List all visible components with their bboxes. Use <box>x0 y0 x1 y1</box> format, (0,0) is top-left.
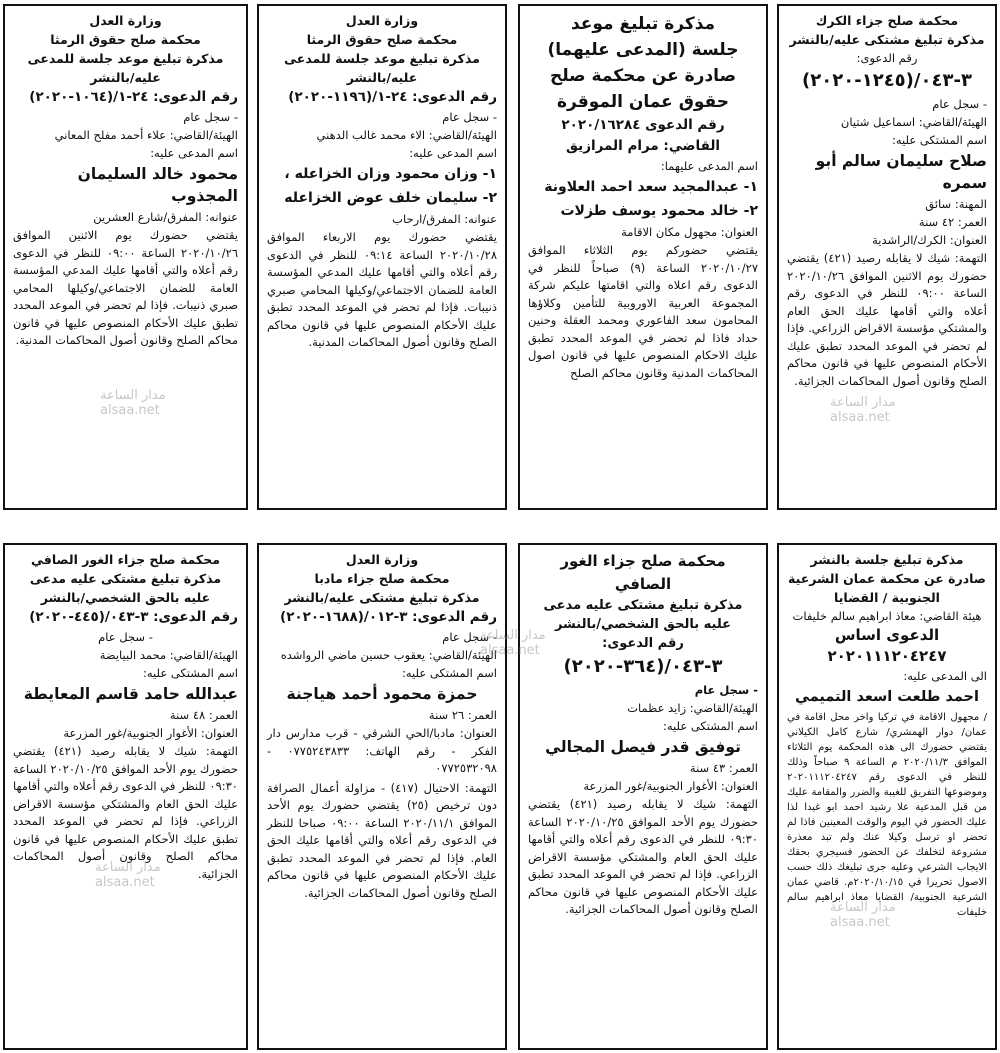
case-number: ٣-٠٤٣/(٣٦٤-٢٠٢٠) <box>563 656 723 677</box>
occupation: المهنة: سائق <box>925 197 987 211</box>
address: عنوانه: المفرق/شارع العشرين <box>93 210 238 224</box>
age: العمر: ٢٦ سنة <box>428 708 497 722</box>
notice-header: مذكرة تبليغ جلسة بالنشر <box>810 552 964 567</box>
defendant-name: ١- عبدالمجيد سعد احمد العلاونة <box>544 179 758 195</box>
case-label: رقم الدعوى: <box>856 51 918 65</box>
notice-title-line: مذكرة تبليغ موعد <box>570 14 716 34</box>
watermark-text: مدار الساعة <box>95 860 161 875</box>
defendant-label: اسم المدعى عليهما: <box>660 159 758 173</box>
notice-sharia-court <box>777 543 997 1050</box>
case-label: رقم الدعوى: <box>602 636 684 651</box>
judge: الهيئة/القاضي: الاء محمد غالب الدهني <box>316 128 497 142</box>
notice-header: وزارة العدل <box>345 552 419 567</box>
judge: الهيئة/القاضي: زايد عظمات <box>627 701 758 715</box>
notice-ghor-safi-445 <box>3 543 248 1050</box>
defendant-name: عبدالله حامد قاسم المعايطة <box>23 685 238 703</box>
case-number: رقم الدعوى: ٣-٠١٢/(١٦٨٨-٢٠٢٠) <box>280 609 497 625</box>
notice-body: يقتضي حضورك يوم الاربعاء الموافق ٢٠٢٠/١٠/٢٨ الساعة ٠٩:١٤ للنظر في الدعوى رقم أعلاه والتي أقامها عليك المدعي المؤسسة العامة للضمان الاجتماعي/وكيلها المحامي صبري ذنيبات. فإذا لم تحضر في الموعد المحدد تطبق عليك الأحكام المنصوص عليها في قانون محاكم الصلح وقانون أصول المحاكمات المدنية. <box>267 230 497 349</box>
defendant-label: اسم المدعى عليه: <box>409 146 497 160</box>
notice-header: محكمة صلح حقوق الرمثا <box>50 32 201 47</box>
notice-title: مذكرة تبليغ مشتكى عليه/بالنشر <box>284 590 480 605</box>
defendant-label: اسم المشتكى عليه: <box>892 133 987 147</box>
notice-title: مذكرة تبليغ مشتكى عليه مدعى <box>29 571 222 586</box>
notice-title: عليه بالحق الشخصي/بالنشر <box>554 617 732 632</box>
notice-title-line: صادرة عن محكمة صلح <box>549 66 736 86</box>
registry: - سجل عام <box>442 630 497 644</box>
notice-ramtha-1196 <box>257 4 507 510</box>
judge: الهيئة/القاضي: علاء أحمد مفلح المعاني <box>54 128 238 142</box>
notice-title: مذكرة تبليغ مشتكى عليه مدعى <box>543 598 743 613</box>
case-number: رقم الدعوى: ٢٤-١/(١٠٦٤-٢٠٢٠) <box>29 89 238 105</box>
registry: - سجل عام <box>442 110 497 124</box>
watermark-text: مدار الساعة <box>830 395 896 410</box>
notice-title-line: حقوق عمان الموقرة <box>556 92 730 112</box>
address: العنوان: مادبا/الحي الشرقي - قرب مدارس دار الفكر - رقم الهاتف: ٠٧٧٥٢٤٣٨٣٣ - ٠٧٧٢٥٣٢٠٩٨ <box>267 726 497 775</box>
notice-header: محكمة صلح جزاء مادبا <box>314 571 450 586</box>
registry: - سجل عام <box>694 683 758 697</box>
notice-header: الجنوبية / القضايا <box>834 590 940 605</box>
watermark-text: مدار الساعة <box>830 900 896 915</box>
defendant-label: اسم المدعى عليه: <box>150 146 238 160</box>
notice-madaba <box>257 543 507 1050</box>
age: العمر: ٤٢ سنة <box>918 215 987 229</box>
watermark-url: alsaa.net <box>95 875 155 890</box>
case-number: رقم الدعوى: ٣-٠٤٣/(٤٤٥-٢٠٢٠) <box>29 609 238 625</box>
defendant-label: الى المدعى عليه: <box>903 669 987 683</box>
notice-header: وزارة العدل <box>89 13 162 28</box>
address: العنوان: الكرك/الراشدية <box>872 233 987 247</box>
defendant-name: ٢- خالد محمود يوسف طزلات <box>560 203 758 219</box>
defendant-name: ١- وزان محمود وزان الخزاعله ، <box>284 166 497 182</box>
notice-header: وزارة العدل <box>345 13 419 28</box>
judge: هيئة القاضي: معاذ ابراهيم سالم خليفات <box>792 609 982 623</box>
notice-header: محكمة صلح جزاء الكرك <box>815 13 959 28</box>
age: العمر: ٤٣ سنة <box>689 761 758 775</box>
age: العمر: ٤٨ سنة <box>169 708 238 722</box>
notice-header: محكمة صلح جزاء الغور الصافي <box>31 552 220 567</box>
notice-title: مذكرة تبليغ مشتكى عليه/بالنشر <box>789 32 985 47</box>
notice-amman-civil <box>518 4 768 510</box>
registry: - سجل عام <box>98 630 153 644</box>
watermark-url: alsaa.net <box>480 643 540 658</box>
notice-ramtha-1064 <box>3 4 248 510</box>
case-number: ٢٠٢٠١١١٢٠٤٢٤٧ <box>827 647 947 665</box>
judge: الهيئة/القاضي: اسماعيل شتيان <box>840 115 987 129</box>
notice-body: التهمة: شيك لا يقابله رصيد (٤٢١) يقتضي حضورك يوم الاثنين الموافق ٢٠٢٠/١٠/٢٦ الساعة ٠٩:٠٠ للنظر في الدعوى رقم أعلاه والتي أقامها عليك الحق العام والمشتكي مؤسسة الاقراض الزراعي. فإذا لم تحضر في الموعد المحدد تطبق عليك الأحكام المنصوص عليها في قانون محاكم الصلح وقانون أصول المحاكمات الجزائية. <box>787 251 987 388</box>
address: العنوان: الأغوار الجنوبية/غور المزرعة <box>583 779 758 793</box>
notice-body: / مجهول الاقامة في تركيا واخر محل اقامة في عمان/ دوار الهمشري/ شارع كامل الكيلاني يقتضي حضورك الى هذه المحكمة يوم الثلاثاء الموافق ٢٠٢٠/١١/٣ م الساعة ٩ صباحاً وذلك للنظر في الدعوى رقم ٢٠٢٠١١١٢٠٤٢٤٧ وموضوعها التفريق للغيبة والضرر والمقامة عليك من قبل المدعية علا رشيد احمد ابو غيدا لذا عليك الحضور في اليوم والوقت المعينين فاذا لم تحضر او ترسل وكيلا عنك ولم تبد معذرة مشروعة لتخلفك عن الحضور فسيجري بحقك الايجاب الشرعي وعليه جرى تبليغك ذلك حسب الاصول تحريرا في ٢٠٢٠/١٠/١٥م. قاضي عمان الشرعية الجنوبية/ القضايا معاذ ابراهيم سالم خليفات <box>787 712 987 918</box>
address: العنوان: مجهول مكان الاقامة <box>621 225 758 239</box>
defendant-label: اسم المشتكى عليه: <box>663 719 758 733</box>
notice-header: محكمة صلح حقوق الرمثا <box>306 32 458 47</box>
judge: الهيئة/القاضي: يعقوب حسين ماضي الرواشده <box>280 648 497 662</box>
registry: - سجل عام <box>932 97 987 111</box>
notice-body: يقتضي حضورك يوم الاثنين الموافق ٢٠٢٠/١٠/٢٦ الساعة ٠٩:٠٠ للنظر في الدعوى رقم أعلاه والتي أقامها عليك المدعي المؤسسة العامة للضمان الاجتماعي/وكيلها المحامي صبري ذنيبات. فإذا لم تحضر في الموعد المحدد تطبق عليك الأحكام المنصوص عليها في قانون محاكم الصلح وقانون أصول المحاكمات المدنية. <box>13 228 238 347</box>
notice-body: التهمة: الاحتيال (٤١٧) - مزاولة أعمال الصرافة دون ترخيص (٢٥) يقتضي حضورك يوم الأحد الموافق ٢٠٢٠/١١/١ الساعة ٠٩:٠٠ صباحا للنظر في الدعوى رقم أعلاه والتي أقامها عليك الحق العام. فإذا لم تحضر في الموعد المحدد تطبق عليك الأحكام المنصوص عليها في قانون محاكم الصلح وقانون أصول المحاكمات الجزائية. <box>267 780 498 900</box>
notice-body: يقتضي حضوركم يوم الثلاثاء الموافق ٢٠٢٠/١٠/٢٧ الساعة (٩) صباحاً للنظر في الدعوى رقم اعلاه والتي اقامتها عليكم شركة المجموعة العربية الاوروبية للتأمين وكلاؤها المحامون سعد الفاعوري ومحمد العقلة وحنين حداد فاذا لم تحضر في الموعد المحدد تطبق عليك الاحكام المنصوص عليها في قانون اصول المحاكمات المدنية وقانون محاكم الصلح <box>528 243 758 380</box>
notice-karak <box>777 4 997 510</box>
notice-title: عليه/بالنشر <box>346 70 418 85</box>
case-number: رقم الدعوى: ٢٤-١/(١١٩٦-٢٠٢٠) <box>288 89 497 105</box>
notice-title: مذكرة تبليغ موعد جلسة للمدعى <box>27 51 224 66</box>
case-label: الدعوى اساس <box>834 626 940 644</box>
notice-title: عليه بالحق الشخصي/بالنشر <box>40 590 211 605</box>
defendant-label: اسم المشتكى عليه: <box>143 666 238 680</box>
notice-body: التهمة: شيك لا يقابله رصيد (٤٢١) يقتضي حضورك يوم الأحد الموافق ٢٠٢٠/١٠/٢٥ الساعة ٠٩:٣٠ للنظر في الدعوى رقم أعلاه والتي أقامها عليك الحق العام والمشتكي مؤسسة الاقراض الزراعي. فإذا لم تحضر في الموعد المحدد تطبق عليك الأحكام المنصوص عليها في قانون محاكم الصلح وقانون أصول المحاكمات الجزائية. <box>528 797 758 916</box>
defendant-label: اسم المشتكى عليه: <box>402 666 497 680</box>
notice-ghor-safi-364 <box>518 543 768 1050</box>
watermark-url: alsaa.net <box>830 410 890 425</box>
notice-title-line: جلسة (المدعى عليهما) <box>547 40 739 60</box>
address: عنوانه: المفرق/ارحاب <box>392 212 497 226</box>
watermark-text: مدار الساعة <box>100 388 166 403</box>
defendant-name: احمد طلعت اسعد التميمي <box>795 689 979 705</box>
notice-header: صادرة عن محكمة عمان الشرعية <box>788 571 986 586</box>
registry: - سجل عام <box>183 110 238 124</box>
defendant-name: توفيق قدر فيصل المجالي <box>545 738 741 756</box>
judge: القاضي: مرام المرازيق <box>565 138 721 154</box>
notice-body: التهمة: شيك لا يقابله رصيد (٤٢١) يقتضي حضورك يوم الأحد الموافق ٢٠٢٠/١٠/٢٥ الساعة ٠٩:٣٠ للنظر في الدعوى رقم أعلاه والتي أقامها عليك الحق العام والمشتكي مؤسسة الاقراض الزراعي. فإذا لم تحضر في الموعد المحدد تطبق عليك الأحكام المنصوص عليها في قانون محاكم الصلح وقانون أصول المحاكمات الجزائية. <box>13 744 238 881</box>
address: العنوان: الأغوار الجنوبية/غور المزرعة <box>63 726 238 740</box>
notice-title-line: محكمة صلح جزاء الغور <box>560 552 726 570</box>
case-number: ٣-٠٤٣/(١٢٤٥-٢٠٢٠) <box>802 70 972 91</box>
case-number: رقم الدعوى ٢٠٢٠/١٦٢٨٤ <box>561 117 725 133</box>
watermark-text: مدار الساعة <box>480 628 546 643</box>
watermark-url: alsaa.net <box>100 403 160 418</box>
judge: الهيئة/القاضي: محمد البيايضة <box>99 648 238 662</box>
defendant-name: محمود خالد السليمان المجذوب <box>77 165 238 205</box>
notice-title-line: الصافي <box>614 575 672 593</box>
defendant-name: صلاح سليمان سالم أبو سمره <box>815 152 987 192</box>
notice-title: مذكرة تبليغ موعد جلسة للمدعى <box>284 51 480 66</box>
defendant-name: ٢- سليمان خلف عوض الخزاعله <box>284 190 497 206</box>
defendant-name: حمزة محمود أحمد هياجنة <box>286 685 478 703</box>
notice-title: عليه/بالنشر <box>90 70 161 85</box>
watermark-url: alsaa.net <box>830 915 890 930</box>
